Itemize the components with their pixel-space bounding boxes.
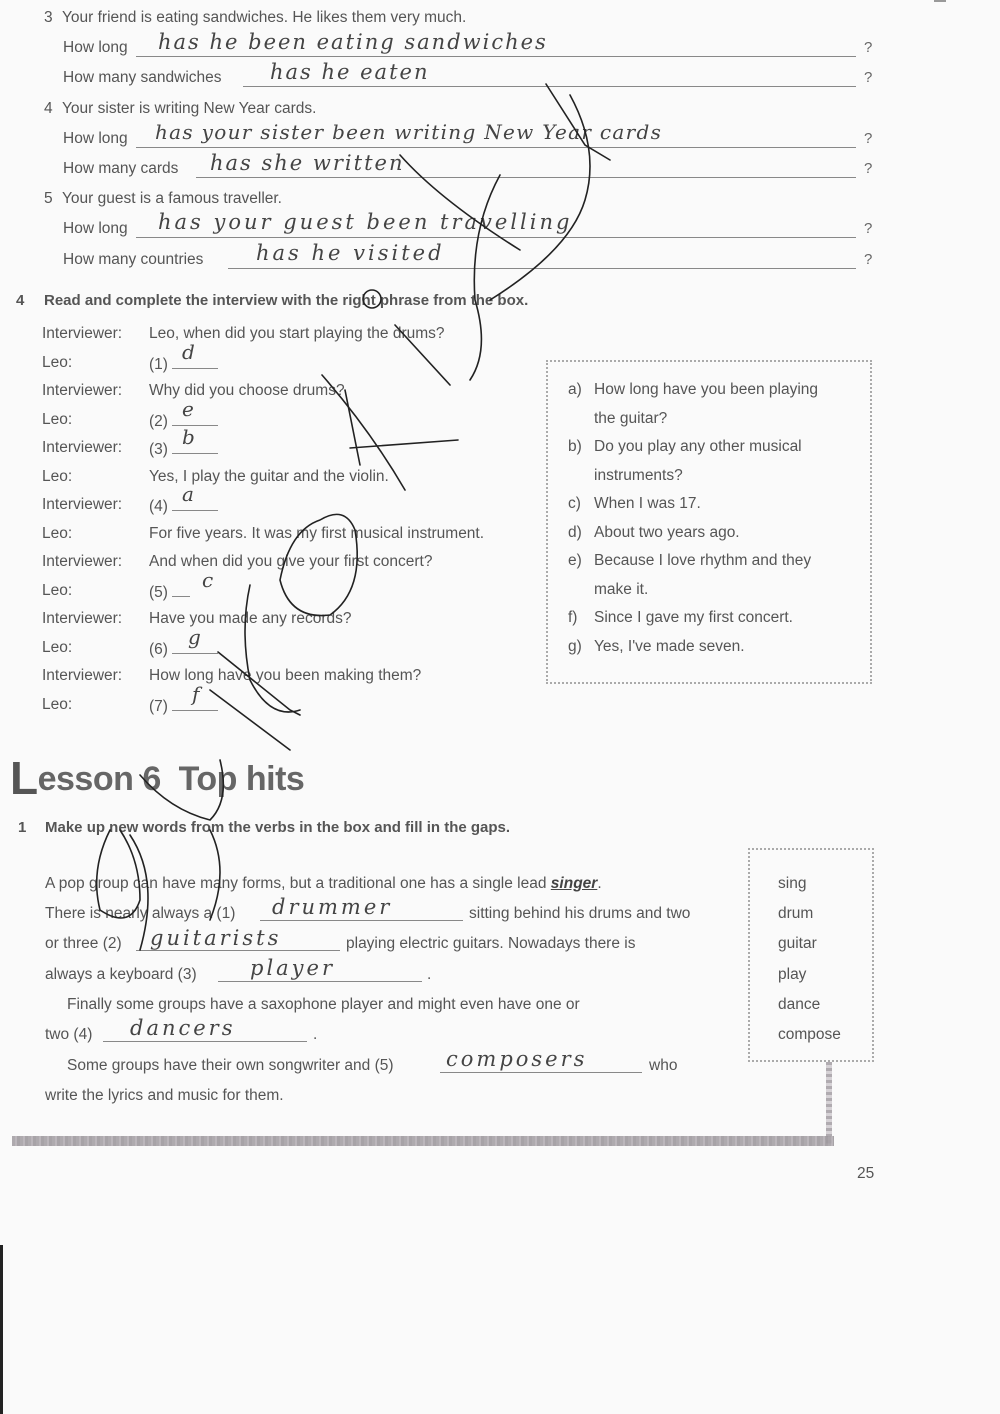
lesson-title-initial: L bbox=[10, 752, 38, 804]
handwritten-answer: guitarists bbox=[150, 926, 282, 950]
option-letter: c) bbox=[568, 495, 581, 512]
gap-line bbox=[149, 568, 214, 602]
option-letter: e) bbox=[568, 552, 582, 569]
text-segment: two (4) bbox=[45, 1026, 93, 1043]
text-segment: . bbox=[427, 966, 432, 983]
gap-number: (1) bbox=[149, 356, 168, 373]
text-segment: . bbox=[597, 875, 602, 892]
handwritten-answer: has he visited bbox=[256, 241, 445, 265]
speaker-label: Interviewer: bbox=[42, 553, 123, 570]
verb-item: guitar bbox=[778, 935, 817, 952]
question-label: How long bbox=[63, 220, 128, 237]
option-text: Yes, I've made seven. bbox=[594, 638, 745, 655]
dialogue-line: For five years. It was my first musical instrument. bbox=[149, 525, 485, 542]
example-word: singer bbox=[550, 875, 598, 892]
gap-line bbox=[149, 482, 218, 516]
option-letter: d) bbox=[568, 524, 582, 541]
handwritten-answer: d bbox=[181, 340, 195, 364]
item-prompt: Your guest is a famous traveller. bbox=[62, 190, 282, 207]
exercise-number: 4 bbox=[16, 292, 25, 309]
item-number: 3 bbox=[44, 9, 53, 26]
text-segment: or three (2) bbox=[45, 935, 122, 952]
question-mark: ? bbox=[864, 251, 873, 268]
question-label: How many sandwiches bbox=[63, 69, 222, 86]
question-mark: ? bbox=[864, 160, 873, 177]
option-text: instruments? bbox=[594, 467, 683, 484]
answer-line bbox=[136, 56, 856, 57]
text-segment: Finally some groups have a saxophone player and might even have one or bbox=[67, 996, 580, 1013]
answer-line bbox=[218, 981, 422, 982]
text-segment: always a keyboard (3) bbox=[45, 966, 197, 983]
answer-line bbox=[136, 147, 856, 148]
answer-blank bbox=[172, 568, 214, 597]
answer-blank bbox=[172, 682, 218, 711]
gap-line bbox=[149, 682, 218, 716]
text-segment: write the lyrics and music for them. bbox=[45, 1087, 284, 1104]
dialogue-line: And when did you give your first concert? bbox=[149, 553, 433, 570]
text-segment: sitting behind his drums and two bbox=[469, 905, 691, 922]
speaker-label: Interviewer: bbox=[42, 667, 123, 684]
answer-line bbox=[440, 1072, 642, 1073]
text-segment: . bbox=[313, 1026, 318, 1043]
item-prompt: Your friend is eating sandwiches. He likes them very much. bbox=[62, 9, 467, 26]
handwritten-answer: player bbox=[250, 956, 336, 980]
option-text: Since I gave my first concert. bbox=[594, 609, 793, 626]
answer-line bbox=[260, 920, 463, 921]
gap-number: (4) bbox=[149, 498, 168, 515]
answer-line bbox=[228, 268, 856, 269]
question-label: How long bbox=[63, 130, 128, 147]
page-number: 25 bbox=[857, 1165, 875, 1182]
phrase-box bbox=[546, 360, 872, 684]
handwritten-answer: has your sister been writing New Year cards bbox=[155, 120, 663, 144]
handwritten-answer: has he eaten bbox=[270, 60, 430, 84]
verb-item: dance bbox=[778, 996, 821, 1013]
option-text: the guitar? bbox=[594, 410, 668, 427]
handwritten-answer: drummer bbox=[272, 895, 393, 919]
decorative-border-right bbox=[826, 1062, 832, 1144]
handwritten-answer: composers bbox=[446, 1047, 588, 1071]
option-text: When I was 17. bbox=[594, 495, 701, 512]
speaker-label: Leo: bbox=[42, 468, 73, 485]
handwritten-answer: e bbox=[181, 397, 194, 421]
dialogue-line: Have you made any records? bbox=[149, 610, 352, 627]
paragraph-line bbox=[45, 875, 602, 893]
text-segment: There is nearly always a (1) bbox=[45, 905, 236, 922]
question-mark: ? bbox=[864, 69, 873, 86]
answer-blank bbox=[172, 625, 218, 654]
text-segment: who bbox=[649, 1057, 678, 1074]
gap-number: (3) bbox=[149, 441, 168, 458]
handwritten-answer: has your guest been travelling bbox=[158, 210, 573, 234]
answer-line bbox=[196, 177, 856, 178]
gap-number: (5) bbox=[149, 584, 168, 601]
option-letter: g) bbox=[568, 638, 582, 655]
answer-line bbox=[243, 86, 856, 87]
speaker-label: Leo: bbox=[42, 582, 73, 599]
speaker-label: Leo: bbox=[42, 411, 73, 428]
gap-line bbox=[149, 625, 218, 659]
verb-item: compose bbox=[778, 1026, 841, 1043]
dialogue-line: Leo, when did you start playing the drums? bbox=[149, 325, 445, 342]
handwritten-answer: dancers bbox=[130, 1016, 236, 1040]
verb-item: sing bbox=[778, 875, 807, 892]
text-segment: Some groups have their own songwriter and (5) bbox=[67, 1057, 394, 1074]
option-letter: a) bbox=[568, 381, 582, 398]
option-letter: f) bbox=[568, 609, 578, 626]
handwritten-answer: has he been eating sandwiches bbox=[158, 30, 548, 54]
lesson-title-text: esson 6 Top hits bbox=[37, 760, 305, 798]
handwritten-answer: has she written bbox=[210, 151, 405, 175]
answer-blank bbox=[172, 425, 218, 454]
handwritten-answer: c bbox=[201, 568, 214, 592]
answer-blank bbox=[172, 397, 218, 426]
speaker-label: Leo: bbox=[42, 639, 73, 656]
scan-mark bbox=[934, 0, 946, 2]
question-mark: ? bbox=[864, 39, 873, 56]
question-label: How long bbox=[63, 39, 128, 56]
text-segment: playing electric guitars. Nowadays there is bbox=[346, 935, 636, 952]
answer-blank bbox=[172, 340, 218, 369]
speaker-label: Interviewer: bbox=[42, 439, 123, 456]
speaker-label: Leo: bbox=[42, 696, 73, 713]
speaker-label: Interviewer: bbox=[42, 610, 123, 627]
exercise-instruction: Read and complete the interview with the right phrase from the box. bbox=[44, 292, 529, 309]
decorative-border-bottom bbox=[12, 1136, 834, 1146]
verb-item: play bbox=[778, 966, 807, 983]
speaker-label: Interviewer: bbox=[42, 325, 123, 342]
scan-edge bbox=[0, 1245, 3, 1414]
dialogue-line: Yes, I play the guitar and the violin. bbox=[149, 468, 389, 485]
gap-line bbox=[149, 340, 218, 374]
speaker-label: Interviewer: bbox=[42, 496, 123, 513]
item-prompt: Your sister is writing New Year cards. bbox=[62, 100, 317, 117]
answer-blank bbox=[172, 482, 218, 511]
text-segment: A pop group can have many forms, but a traditional one has a single lead bbox=[45, 875, 551, 892]
option-letter: b) bbox=[568, 438, 582, 455]
gap-line bbox=[149, 425, 218, 459]
gap-number: (2) bbox=[149, 413, 168, 430]
question-mark: ? bbox=[864, 130, 873, 147]
answer-line bbox=[136, 950, 340, 951]
answer-line bbox=[103, 1041, 307, 1042]
option-text: Do you play any other musical bbox=[594, 438, 802, 455]
gap-number: (7) bbox=[149, 698, 168, 715]
speaker-label: Interviewer: bbox=[42, 382, 123, 399]
item-number: 5 bbox=[44, 190, 53, 207]
option-text: How long have you been playing bbox=[594, 381, 819, 398]
gap-number: (6) bbox=[149, 641, 168, 658]
handwritten-answer: a bbox=[181, 482, 194, 506]
handwritten-answer: g bbox=[187, 625, 201, 649]
handwritten-answer: b bbox=[181, 425, 195, 449]
question-label: How many cards bbox=[63, 160, 179, 177]
question-label: How many countries bbox=[63, 251, 204, 268]
exercise-instruction: Make up new words from the verbs in the box and fill in the gaps. bbox=[45, 819, 511, 836]
question-mark: ? bbox=[864, 220, 873, 237]
speaker-label: Leo: bbox=[42, 525, 73, 542]
option-text: make it. bbox=[594, 581, 649, 598]
dialogue-line: How long have you been making them? bbox=[149, 667, 422, 684]
option-text: About two years ago. bbox=[594, 524, 740, 541]
handwritten-answer: f bbox=[191, 682, 200, 706]
verb-item: drum bbox=[778, 905, 814, 922]
option-text: Because I love rhythm and they bbox=[594, 552, 812, 569]
answer-line bbox=[136, 237, 856, 238]
dialogue-line: Why did you choose drums? bbox=[149, 382, 345, 399]
speaker-label: Leo: bbox=[42, 354, 73, 371]
lesson-title bbox=[10, 752, 305, 804]
exercise-number: 1 bbox=[18, 819, 27, 836]
item-number: 4 bbox=[44, 100, 53, 117]
